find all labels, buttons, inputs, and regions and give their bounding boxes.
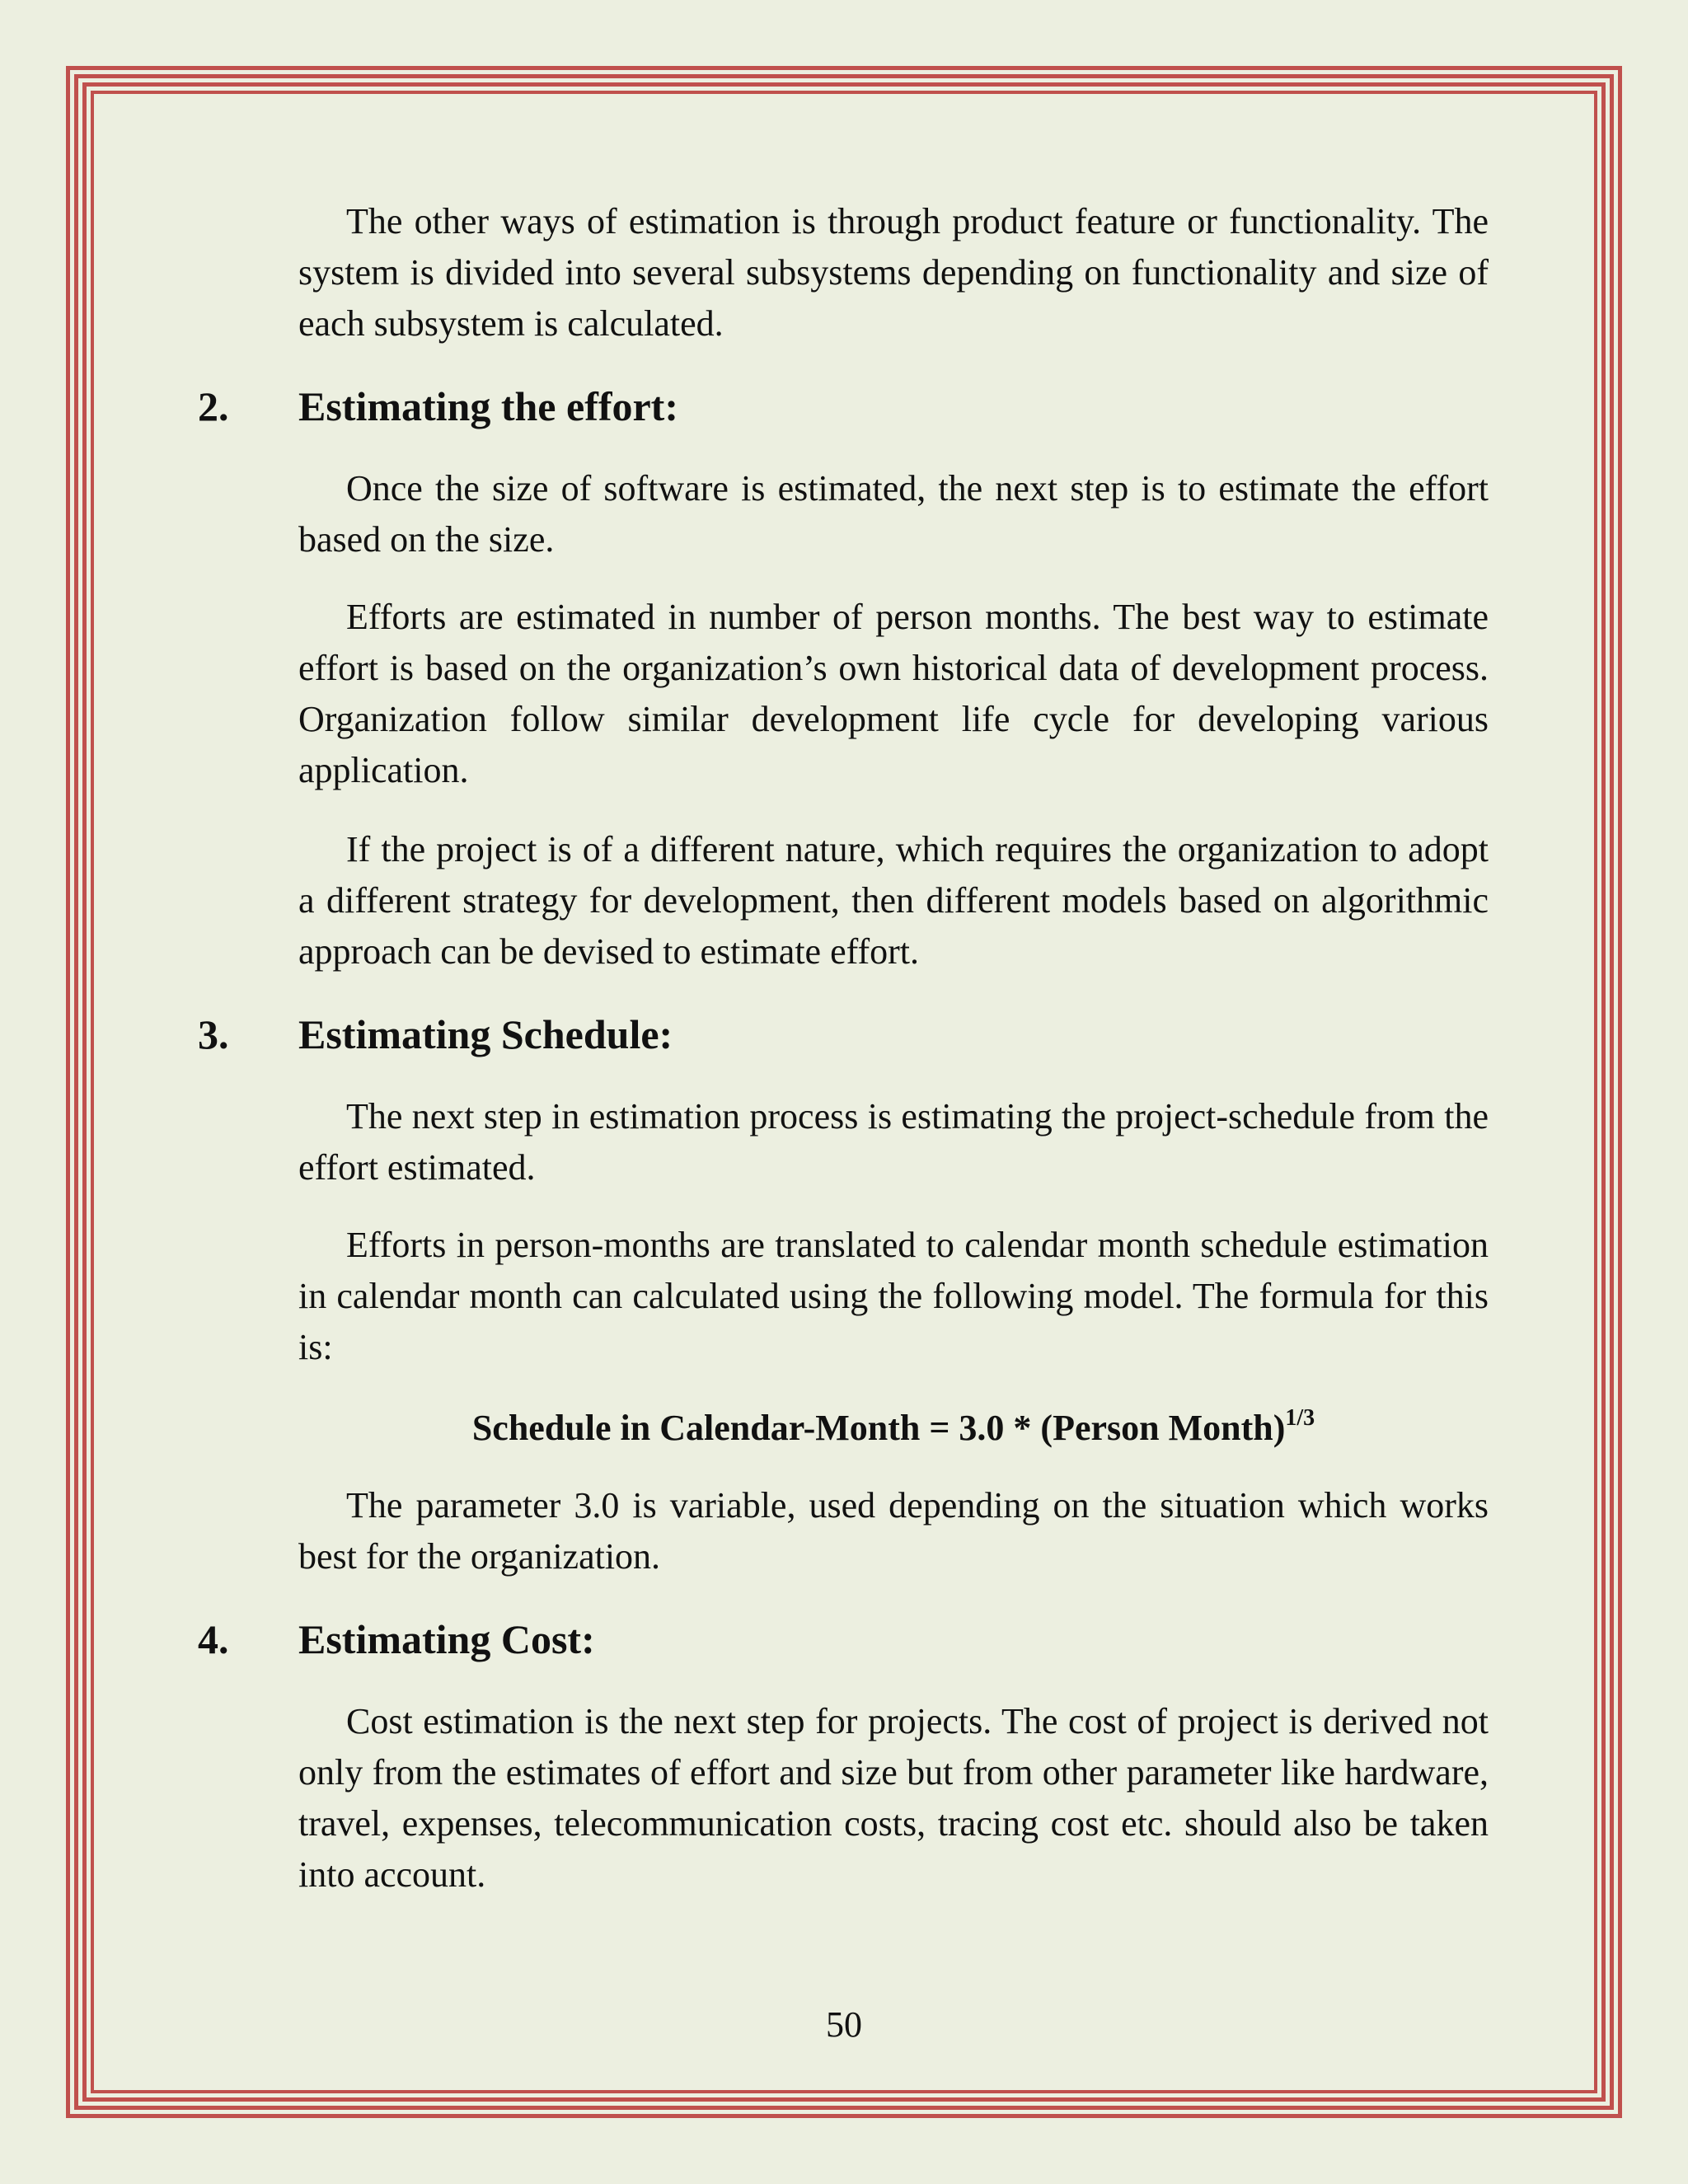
section-heading <box>198 1009 673 1060</box>
paragraph: Efforts are estimated in number of person months. The best way to estimate effort is based on the organization’s own historical data of development process. Organization follow similar development life cycle for developing various application. <box>298 597 1489 790</box>
paragraph: If the project is of a different nature, which requires the organization to adopt a different strategy for development, then different models based on algorithmic approach can be devised to estimate effort. <box>298 829 1489 972</box>
section-heading <box>198 381 678 432</box>
paragraph: Efforts in person-months are translated to calendar month schedule estimation in calendar month can calculated using the following model. The formula for this is: <box>298 1225 1489 1367</box>
formula-text: Schedule in Calendar-Month = 3.0 * (Person Month) <box>471 1408 1286 1448</box>
paragraph: The parameter 3.0 is variable, used depending on the situation which works best for the organization. <box>298 1485 1489 1577</box>
section-number: 4. <box>198 1616 229 1662</box>
section-title: Estimating Schedule: <box>298 1011 673 1057</box>
section-number: 3. <box>198 1011 229 1057</box>
section-title: Estimating the effort: <box>298 383 678 429</box>
paragraph: Cost estimation is the next step for projects. The cost of project is derived not only from the estimates of effort and size but from other parameter like hardware, travel, expenses, telecommunication costs, tracing cost etc. should also be taken into account. <box>298 1701 1489 1895</box>
paragraph: The next step in estimation process is estimating the project-schedule from the effort estimated. <box>298 1096 1489 1188</box>
paragraph: Once the size of software is estimated, the next step is to estimate the effort based on the size. <box>298 468 1489 560</box>
formula <box>298 1403 1489 1454</box>
formula-exponent: 1/3 <box>1285 1405 1315 1431</box>
section-number: 2. <box>198 383 229 429</box>
section-heading <box>198 1614 595 1665</box>
page-number: 50 <box>826 2004 862 2045</box>
section-title: Estimating Cost: <box>298 1616 595 1662</box>
paragraph: The other ways of estimation is through product feature or functionality. The system is divided into several subsystems depending on functionality and size of each subsystem is calculated. <box>298 201 1489 344</box>
